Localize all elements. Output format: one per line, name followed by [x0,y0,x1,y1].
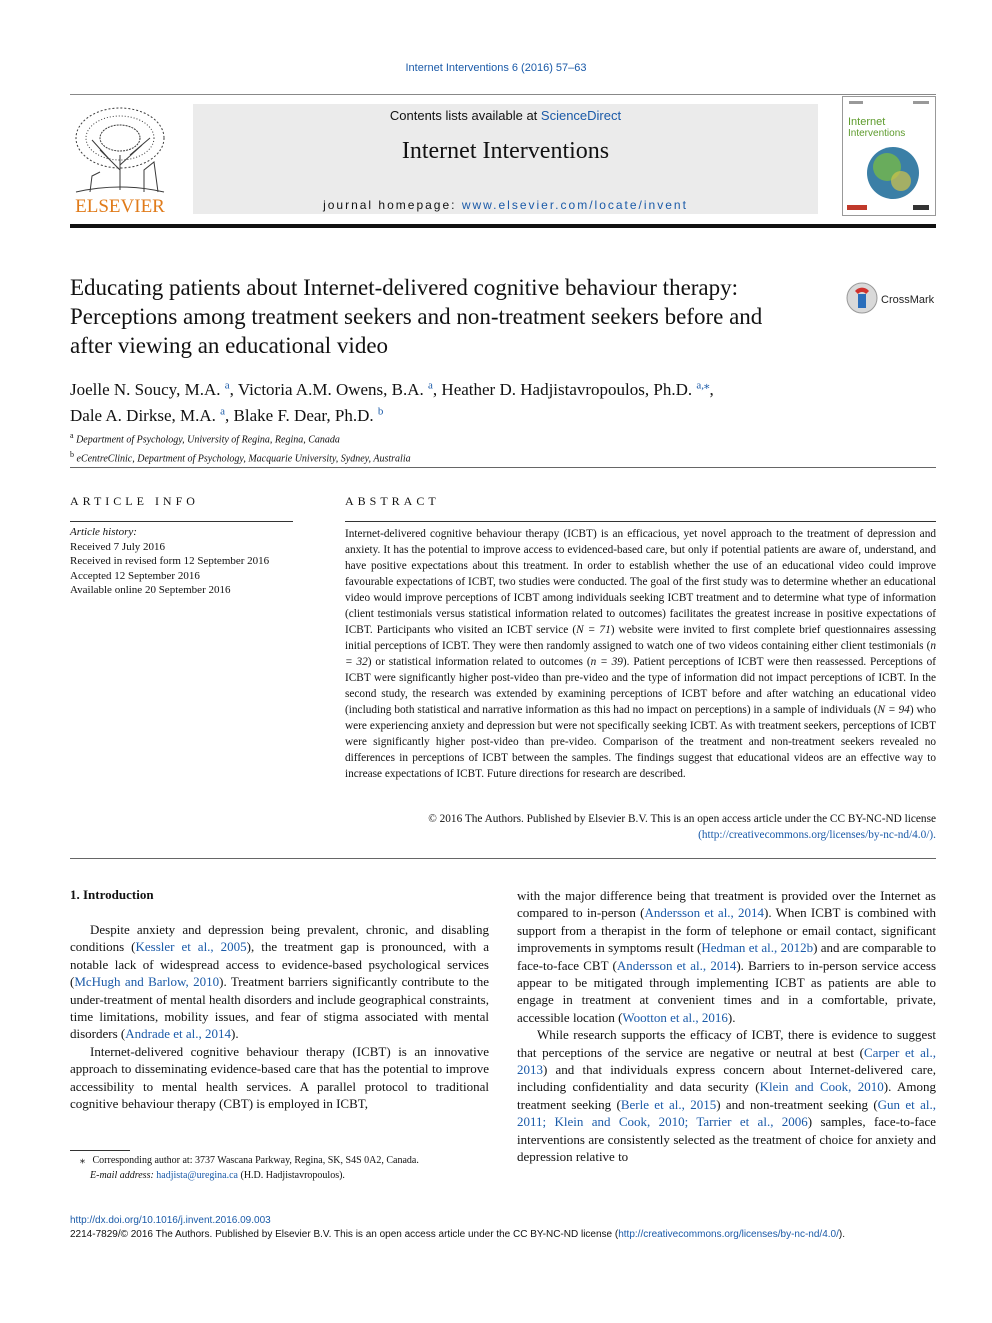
citation-link[interactable]: Hedman et al., 2012b [701,940,814,956]
paragraph [70,921,489,1043]
section-rule [70,467,936,468]
sciencedirect-link[interactable]: ScienceDirect [540,108,622,123]
section-rule [70,858,936,859]
crossmark-label: CrossMark [881,294,935,306]
text-run: ) and that individuals express concern about Internet-delivered care, including confidentiality and data security ( [517,1062,936,1095]
text-run: ). [231,1026,239,1042]
author: Blake F. Dear, Ph.D. $^b$ [233,405,384,426]
author-affil-mark[interactable]: a [428,379,433,391]
paragraph [517,1026,936,1165]
journal-name: Internet Interventions [401,138,610,164]
citation-link[interactable]: Andrade et al., 2014 [125,1026,232,1042]
text-run: ), the treatment gap is pronounced, with a notable lack of widespread access to evidence-based psychological services ( [70,939,489,990]
header-top-rule [70,94,936,95]
history-accepted: Accepted 12 September 2016 [70,569,200,582]
abstract-license-link[interactable]: (http://creativecommons.org/licenses/by-nc-nd/4.0/). [698,829,936,841]
citation-link[interactable]: McHugh and Barlow, 2010 [74,974,220,990]
cover-title-1: Internet [848,116,886,128]
citation-link[interactable]: Gun et al., 2011; Klein and Cook, 2010; Tarrier et al., 2006 [517,1096,936,1130]
affiliations [70,428,830,467]
text-run: ). Treatment barriers significantly contribute to the under-treatment of mental health disorders and include geographical constraints, time limitations, mobility issues, and fear of stigma associated with mental disorders ( [70,974,489,1042]
paragraph: Internet-delivered cognitive behaviour therapy (ICBT) is an innovative approach to disseminating evidence-based care that has the potential to improve accessibility to mental health services. A parallel protocol to traditional cognitive behaviour therapy (CBT) is employed in ICBT, [70,1043,489,1112]
elsevier-logo [70,100,170,216]
author-list [70,374,830,427]
article-info-rule [70,521,293,522]
article-history [70,525,293,598]
citation-link[interactable]: Klein and Cook, 2010 [759,1079,884,1095]
body-column-right [517,887,936,1166]
text-run: with the major difference being that treatment is provided over the Internet as compared to in-person ( [517,888,936,921]
abstract-copyright: © 2016 The Authors. Published by Elsevier B.V. This is an open access article under the CC BY-NC-ND license (http://creativecommons.org/licenses/by-nc-nd/4.0/). [428,813,936,841]
author-affil-mark[interactable]: b [377,405,384,418]
citation-link[interactable]: Andersson et al., 2014 [616,957,737,973]
citation-link[interactable]: Carper et al., 2013 [517,1044,936,1078]
contents-prefix: Contents lists available at [389,108,541,123]
author-affil-mark[interactable]: a,⁎ [696,379,710,391]
text-run: ) and non-treatment seeking ( [716,1096,878,1112]
elsevier-wordmark: ELSEVIER [75,196,165,216]
homepage-link[interactable]: www.elsevier.com/locate/invent [461,198,688,212]
journal-citation[interactable]: Internet Interventions 6 (2016) 57–63 [405,62,587,74]
history-revised: Received in revised form 12 September 2016 [70,555,270,567]
abstract-text: Internet-delivered cognitive behaviour therapy (ICBT) is an efficacious, yet novel approach to the treatment of depression and anxiety. It has the potential to improve access to evidenced-based care, but only if potential patients are aware of, understand, and have positive expectations about this treatment. In order to establish whether the use of an educational video could improve favourable expectations of ICBT, two studies were conducted. The goal of the first study was to determine whether an educational video would improve perceptions of ICBT among individuals seeking ICBT treatment and to determine what type of information (client testimonials versus statistical information related to outcomes) facilitates the greatest increase in positive expectations of ICBT. Participants who visited an ICBT service (N = 71) website were invited to first complete brief questionnaires assessing initial perceptions of ICBT. They were then randomly assigned to watch one of two videos containing either client testimonials (n = 32) or statistical information related to outcomes (n = 39). Patient perceptions of ICBT were then reassessed. Perceptions of ICBT were significantly higher post-video than pre-video and the type of information did not impact perceptions of ICBT. In the second study, the research was extended by examining perceptions of ICBT before and after watching an educational video (including both statistical and narrative information as this had no impact on perceptions) in a sample of individuals (N = 94) who were experiencing anxiety and depression but were not specifically seeking ICBT. As with treatment seekers, perceptions of ICBT were significantly higher post-video than pre-video. Comparison of the treatment and non-treatment seekers revealed no differences in perceptions of ICBT between the samples. The findings suggest that educational videos are an effective way to increase expectations of ICBT. Future directions for research are described. [345,528,937,780]
journal-cover [842,96,936,216]
abstract-heading: ABSTRACT [345,494,440,508]
text-run: Despite anxiety and depression being prevalent, chronic, and disabling conditions ( [70,922,489,955]
paragraph [517,887,936,1026]
article-title: Educating patients about Internet-delivered cognitive behaviour therapy: Perceptions among treatment seekers and non-treatment seekers before and after viewing an educational video [70,275,763,358]
crossmark-badge[interactable] [846,281,938,315]
corresponding-author-footnote: ⁎ Corresponding author at: 3737 Wascana Parkway, Regina, SK, S4S 0A2, Canada. E-mail address: hadjista@uregina.ca (H.D. Hadjistavropoulos). [80,1155,419,1181]
header-thick-rule [70,224,936,228]
journal-homepage [193,198,818,212]
affiliation-a: $^a$ Department of Psychology, University of Regina, Regina, Canada [70,431,340,446]
citation-link[interactable]: Kessler et al., 2005 [135,939,247,955]
citation-link[interactable]: Andersson et al., 2014 [644,905,765,921]
history-received: Received 7 July 2016 [70,540,166,553]
text-run: While research supports the efficacy of ICBT, there is evidence to suggest that perceptions of the service are negative or neutral at best ( [517,1027,936,1060]
section-heading-introduction: 1. Introduction [70,887,154,902]
history-online: Available online 20 September 2016 [70,584,231,596]
affiliation-b: $^b$ eCentreClinic, Department of Psychology, Macquarie University, Sydney, Australia [70,450,411,465]
cover-title-2: Interventions [848,128,906,139]
author-affil-mark[interactable]: a [224,379,230,391]
text-run: ). When ICBT is combined with support from a therapist in the form of telephone or email contact, significant improvements in symptoms result ( [517,905,936,956]
author: Heather D. Hadjistavropoulos, Ph.D. $^{a,⁎}$, [441,379,714,399]
text-run: ). Among treatment seeking ( [517,1079,936,1112]
text-run: ) and are comparable to face-to-face CBT ( [517,940,936,973]
contents-line [193,108,818,123]
text-run: ). [727,1009,736,1025]
citation-link[interactable]: Berle et al., 2015 [620,1096,717,1112]
homepage-prefix: journal homepage: [323,198,462,212]
text-run: ). Barriers to in-person service access appear to be mitigated through implementing ICBT as patients are able to engage in treatment at convenient times and in a comfortable, private, accessible location ( [517,957,937,1025]
citation-link[interactable]: Wootton et al., 2016 [622,1009,728,1025]
author: Victoria A.M. Owens, B.A. $^a$, [237,379,442,399]
abstract-rule [345,521,936,522]
author-affil-mark[interactable]: a [220,405,226,418]
doi-link[interactable]: http://dx.doi.org/10.1016/j.invent.2016.09.003 [70,1215,271,1226]
author: Dale A. Dirkse, M.A. $^a$, [70,405,234,426]
author-email-link[interactable]: hadjista@uregina.ca [156,1169,238,1181]
history-label: Article history: [70,526,137,538]
text-run: ) samples, face-to-face interventions are consistently selected as the treatment of choice for anxiety and depression relative to [517,1114,936,1165]
footnote-rule [70,1150,130,1151]
footer-license-link[interactable]: http://creativecommons.org/licenses/by-nc-nd/4.0/ [618,1229,839,1240]
article-info-heading: ARTICLE INFO [70,494,199,508]
body-column-left [70,921,489,1112]
author: Joelle N. Soucy, M.A. $^a$, [70,379,238,399]
issn-license-line: 2214-7829/© 2016 The Authors. Published by Elsevier B.V. This is an open access article under the CC BY-NC-ND license (http://creativecommons.org/licenses/by-nc-nd/4.0/). [70,1229,845,1240]
